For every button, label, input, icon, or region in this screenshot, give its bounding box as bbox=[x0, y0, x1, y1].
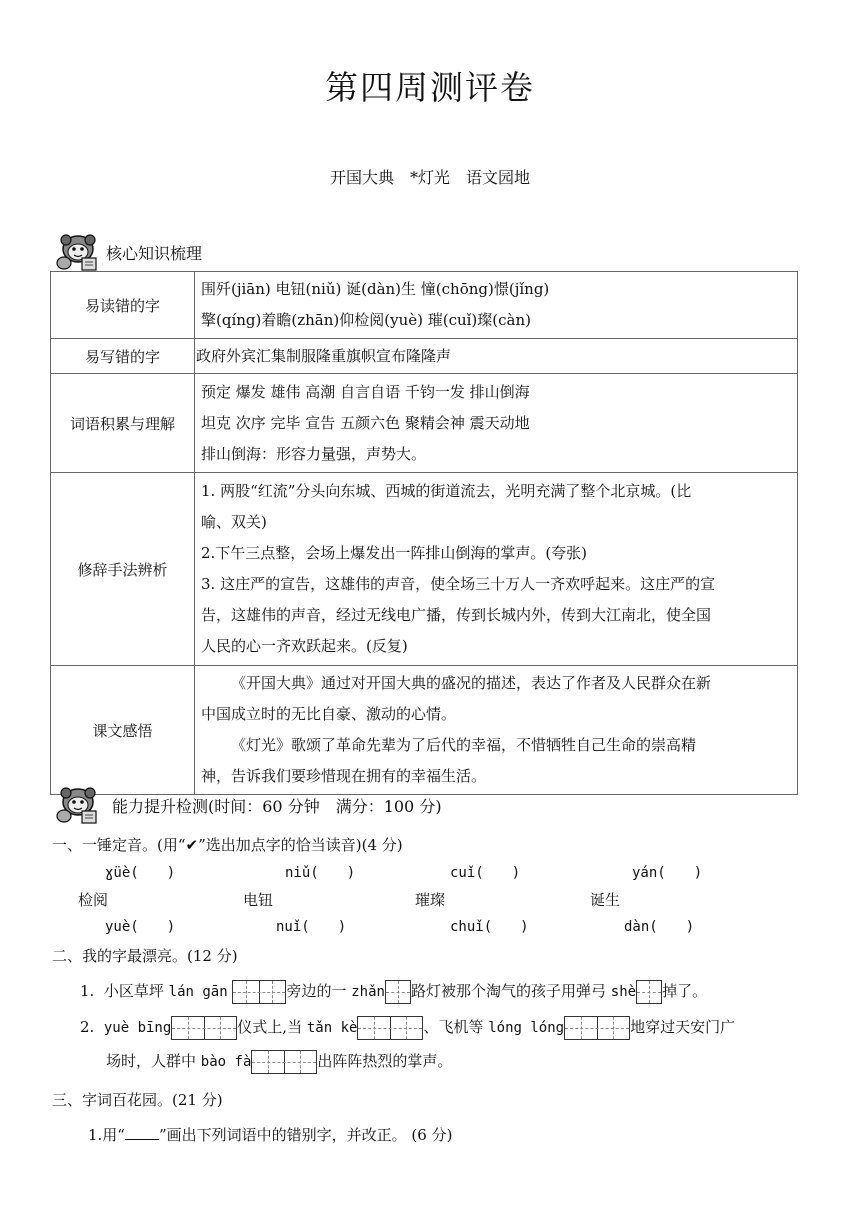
writing-grid[interactable] bbox=[171, 1016, 237, 1040]
sentence-text: 、飞机等 bbox=[423, 1018, 484, 1036]
mascot-icon bbox=[52, 785, 104, 825]
table-row bbox=[51, 374, 798, 473]
row-value bbox=[195, 374, 798, 473]
writing-grid[interactable] bbox=[357, 1016, 423, 1040]
pinyin-prompt: yuè bīng bbox=[103, 1020, 172, 1036]
mascot-icon bbox=[52, 232, 104, 272]
table-row bbox=[51, 272, 798, 339]
sentence-number: 1. bbox=[80, 982, 95, 1000]
row-key: 课文感悟 bbox=[51, 666, 195, 795]
sentence-1 bbox=[80, 980, 707, 1004]
word: 电钮 bbox=[243, 891, 274, 909]
sentence-text: 仪式上,当 bbox=[237, 1018, 303, 1036]
row-line: 1. 两股“红流”分头向东城、西城的街道流去，光明充满了整个北京城。(比 bbox=[201, 482, 692, 500]
question-3-sub1 bbox=[88, 1124, 452, 1145]
row-line: 政府外宾汇集制服隆重旗帜宣布隆隆声 bbox=[196, 346, 452, 365]
pinyin-option[interactable]: nuǐ( ) bbox=[276, 919, 347, 935]
sentence-text: 场时，人群中 bbox=[106, 1052, 197, 1070]
row-key: 易写错的字 bbox=[51, 339, 195, 374]
row-line: 中国成立时的无比自豪、激动的心情。 bbox=[201, 705, 457, 723]
row-key: 修辞手法辨析 bbox=[51, 473, 195, 666]
pinyin-option[interactable]: yuè( ) bbox=[105, 919, 176, 935]
underline-sample bbox=[125, 1125, 159, 1140]
instruction-text: ”画出下列词语中的错别字，并改正。 (6 分) bbox=[158, 1126, 453, 1144]
section-label: 核心知识梳理 bbox=[106, 243, 203, 263]
row-line: 3. 这庄严的宣告，这雄伟的声音，使全场三十万人一齐欢呼起来。这庄严的宣 bbox=[201, 575, 716, 593]
row-value bbox=[195, 339, 798, 374]
pinyin-option[interactable]: chuǐ( ) bbox=[450, 919, 529, 935]
row-key: 易读错的字 bbox=[51, 272, 195, 339]
sentence-2-cont bbox=[106, 1050, 452, 1074]
question-1-title: 一、一锤定音。(用“✔”选出加点字的恰当读音)(4 分) bbox=[52, 836, 403, 854]
pinyin-option[interactable]: yán( ) bbox=[632, 865, 703, 881]
row-line: 神，告诉我们要珍惜现在拥有的幸福生活。 bbox=[201, 767, 487, 785]
pinyin-option[interactable]: cuǐ( ) bbox=[450, 865, 521, 881]
section-header-knowledge bbox=[52, 232, 202, 272]
pinyin-prompt: shè bbox=[610, 984, 637, 1000]
pinyin-option[interactable]: ɣüè( ) bbox=[105, 865, 176, 881]
knowledge-table bbox=[50, 271, 798, 795]
pinyin-prompt: zhǎn bbox=[351, 984, 385, 1000]
row-line: 告，这雄伟的声音，经过无线电广播，传到长城内外，传到大江南北，使全国 bbox=[201, 606, 712, 624]
sentence-2 bbox=[80, 1016, 735, 1040]
pinyin-prompt: lóng lóng bbox=[488, 1020, 565, 1036]
row-line: 《开国大典》通过对开国大典的盛况的描述，表达了作者及人民群众在新 bbox=[231, 674, 712, 692]
word: 璀璨 bbox=[415, 891, 446, 909]
row-value bbox=[195, 272, 798, 339]
writing-grid[interactable] bbox=[636, 980, 662, 1004]
row-value bbox=[195, 666, 798, 795]
sentence-text: 旁边的一 bbox=[286, 982, 347, 1000]
row-line: 预定 爆发 雄伟 高潮 自言自语 千钧一发 排山倒海 bbox=[201, 382, 530, 401]
sentence-text: 地穿过天安门广 bbox=[630, 1018, 736, 1036]
word: 诞生 bbox=[590, 891, 621, 909]
row-line: 排山倒海：形容力量强，声势大。 bbox=[201, 444, 427, 463]
sentence-text: 小区草坪 bbox=[103, 982, 164, 1000]
pinyin-prompt: lán gān bbox=[168, 984, 228, 1000]
sentence-text: 路灯被那个淘气的孩子用弹弓 bbox=[410, 982, 606, 1000]
page-title: 第四周测评卷 bbox=[325, 68, 535, 107]
page-subtitle: 开国大典 *灯光 语文园地 bbox=[329, 168, 530, 187]
row-line: 擎(qíng)着瞻(zhān)仰检阅(yuè) 璀(cuǐ)璨(càn) bbox=[201, 311, 531, 329]
question-2-title: 二、我的字最漂亮。(12 分) bbox=[52, 947, 238, 965]
sentence-text: 掉了。 bbox=[662, 982, 708, 1000]
question-3-title: 三、字词百花园。(21 分) bbox=[52, 1091, 223, 1109]
table-row bbox=[51, 473, 798, 666]
row-line: 坦克 次序 完毕 宣告 五颜六色 聚精会神 震天动地 bbox=[201, 413, 530, 432]
row-line: 喻、双关) bbox=[201, 513, 267, 531]
table-row bbox=[51, 339, 798, 374]
section-label: 能力提升检测(时间：60 分钟 满分：100 分) bbox=[112, 796, 442, 816]
pinyin-prompt: tǎn kè bbox=[306, 1020, 358, 1036]
table-row bbox=[51, 666, 798, 795]
writing-grid[interactable] bbox=[564, 1016, 630, 1040]
word: 检阅 bbox=[78, 891, 109, 909]
pinyin-prompt: bào fà bbox=[200, 1054, 252, 1070]
writing-grid[interactable] bbox=[251, 1050, 317, 1074]
row-value bbox=[195, 473, 798, 666]
row-line: 围歼(jiān) 电钮(niǔ) 诞(dàn)生 憧(chōng)憬(jǐng) bbox=[201, 280, 550, 298]
section-header-test bbox=[52, 785, 442, 825]
row-line: 2.下午三点整，会场上爆发出一阵排山倒海的掌声。(夸张) bbox=[201, 544, 588, 562]
sentence-text: 出阵阵热烈的掌声。 bbox=[317, 1052, 453, 1070]
instruction-text: 1.用“ bbox=[88, 1126, 125, 1144]
row-line: 人民的心一齐欢跃起来。(反复) bbox=[201, 637, 408, 655]
writing-grid[interactable] bbox=[232, 980, 286, 1004]
row-key: 词语积累与理解 bbox=[51, 374, 195, 473]
row-line: 《灯光》歌颂了革命先辈为了后代的幸福，不惜牺牲自己生命的崇高精 bbox=[231, 736, 697, 754]
sentence-number: 2. bbox=[80, 1018, 95, 1036]
writing-grid[interactable] bbox=[385, 980, 411, 1004]
pinyin-option[interactable]: dàn( ) bbox=[624, 919, 695, 935]
pinyin-option[interactable]: niǔ( ) bbox=[285, 865, 356, 881]
